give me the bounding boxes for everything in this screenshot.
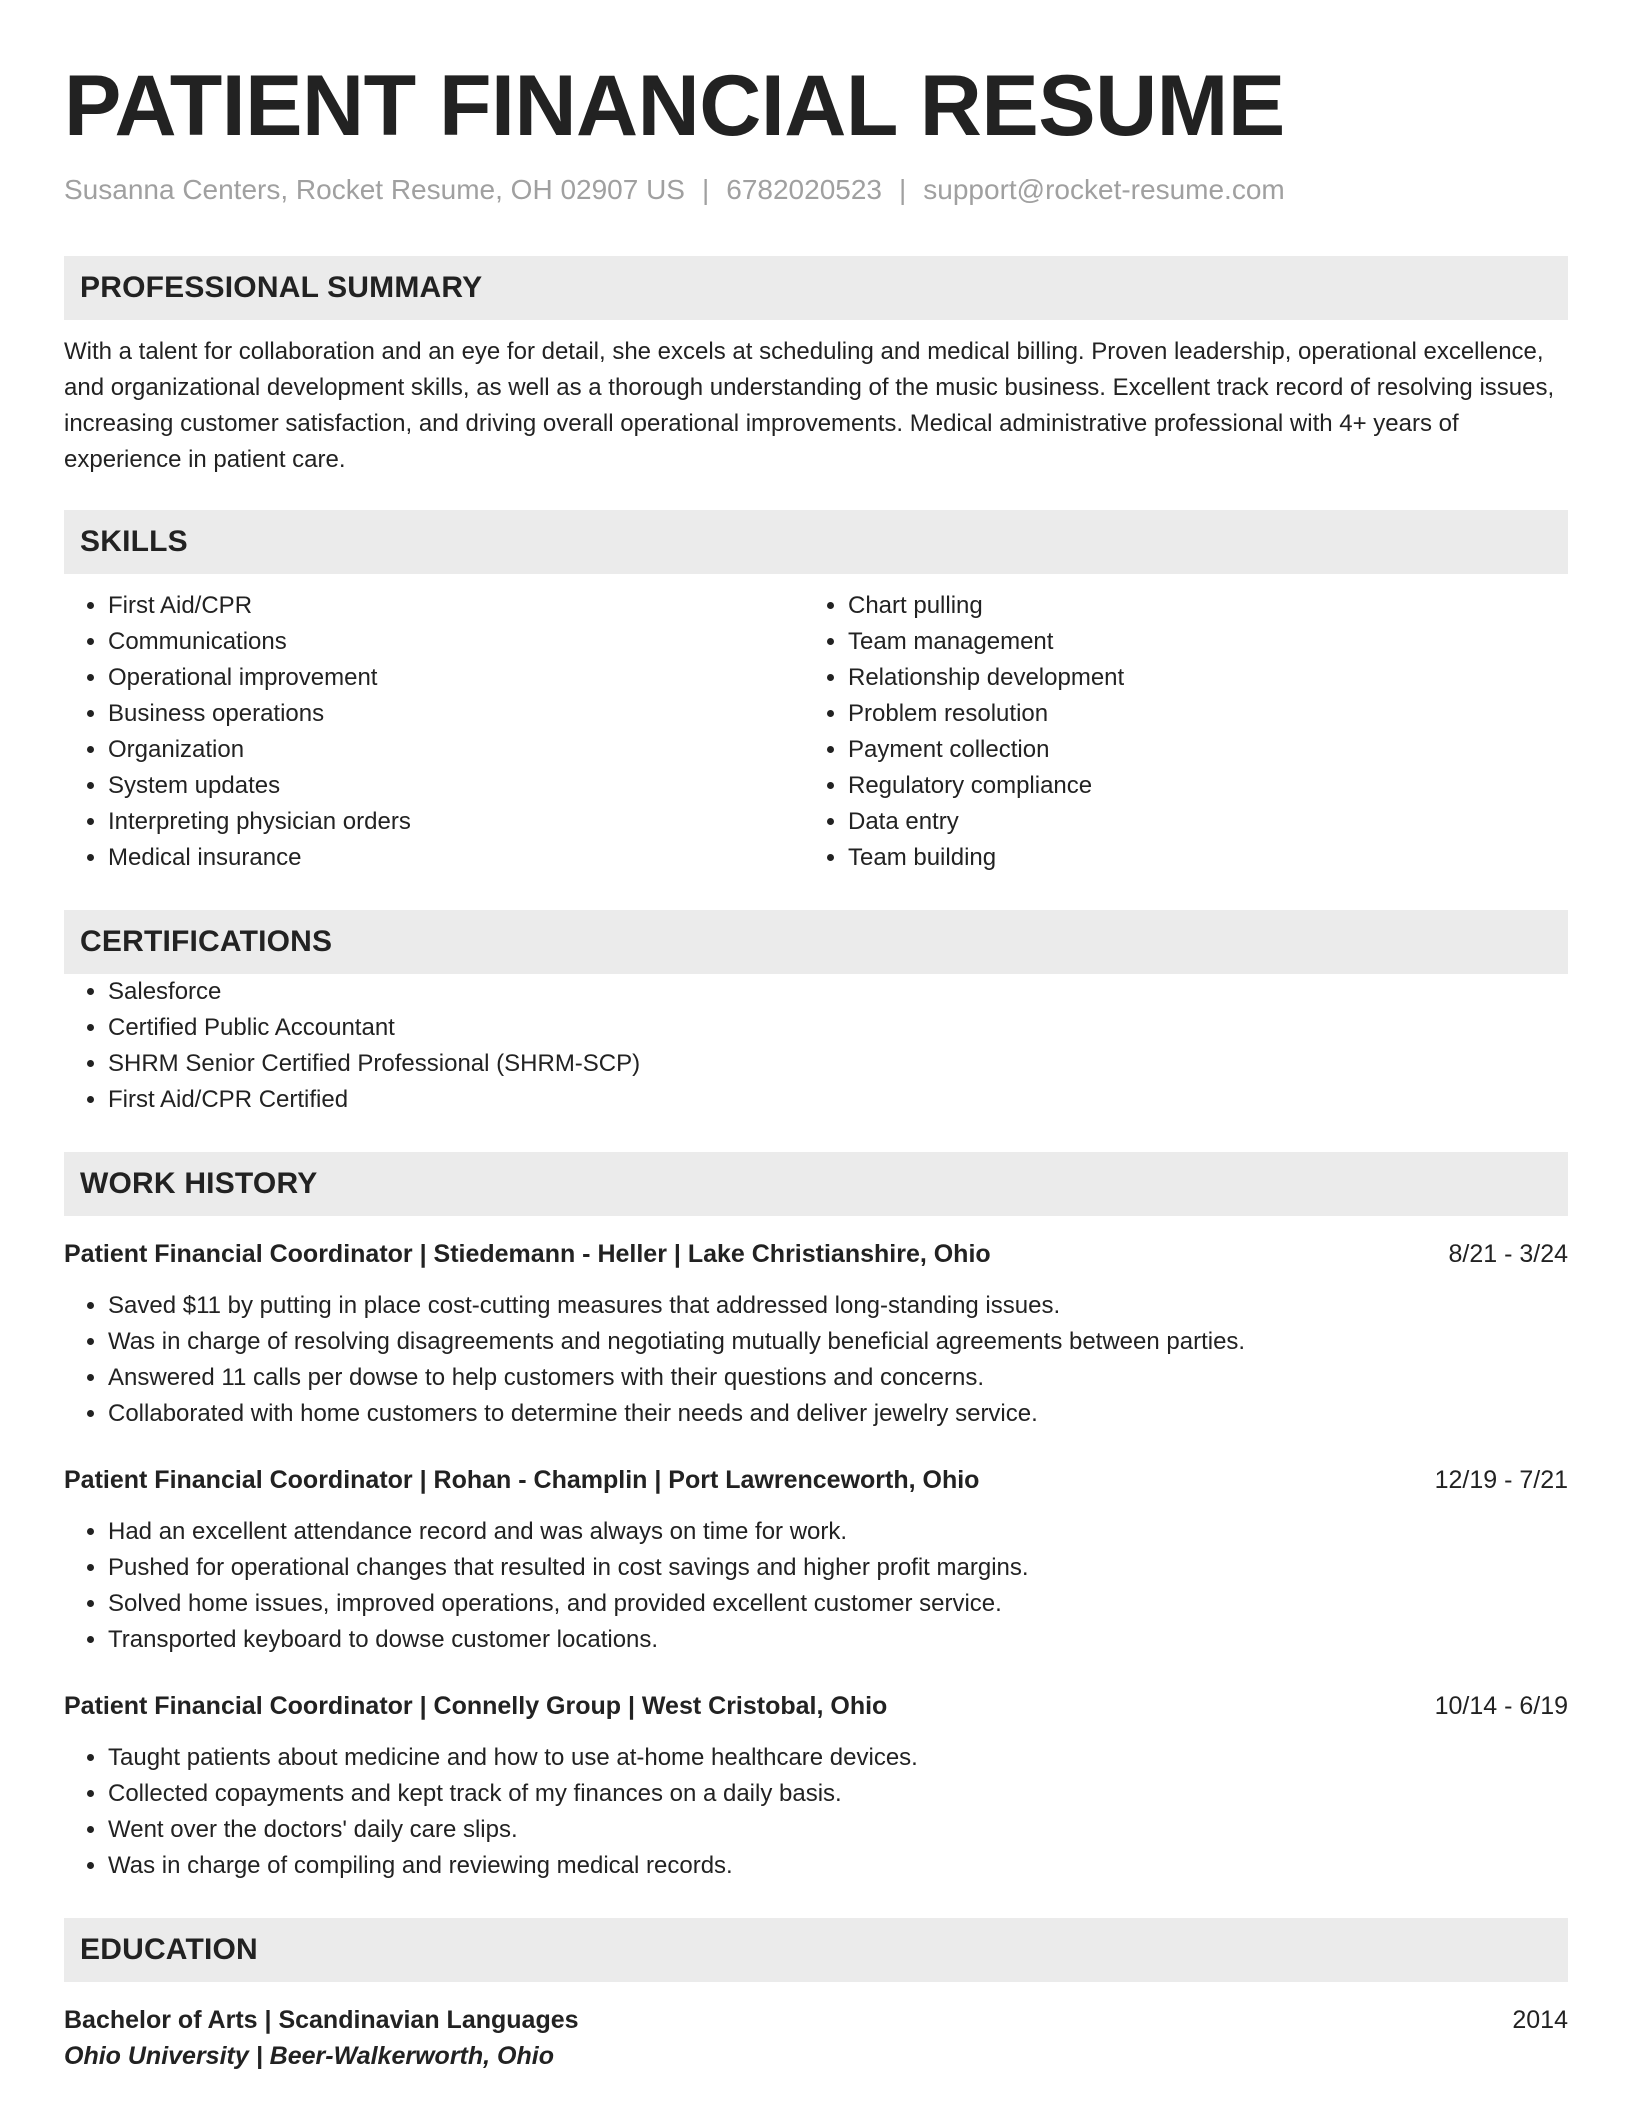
skills-list-right: [804, 588, 1544, 876]
job-bullet: • Had an excellent attendance record and was always on time for work.: [108, 1514, 1568, 1550]
job-bullet: • Collaborated with home customers to determine their needs and deliver jewelry service.: [108, 1396, 1568, 1432]
summary-paragraph: With a talent for collaboration and an eye for detail, she excels at scheduling and medical billing. Proven leadership, operational excellence, and organizational development skills, as well as a thorough understanding of the music business. Excellent track record of resolving issues, increasing customer satisfaction, and driving overall operational improvements. Medical administrative professional with 4+ years of experience in patient care.: [64, 338, 1555, 473]
skill-item: • First Aid/CPR: [108, 588, 804, 624]
job-bullet: • Was in charge of compiling and reviewing medical records.: [108, 1848, 1568, 1884]
job-bullet: • Saved $11 by putting in place cost-cutting measures that addressed long-standing issues.: [108, 1288, 1568, 1324]
certification-item: • First Aid/CPR Certified: [108, 1082, 1568, 1118]
skill-item: • Operational improvement: [108, 660, 804, 696]
job-bullet: • Taught patients about medicine and how to use at-home healthcare devices.: [108, 1740, 1568, 1776]
skill-item: • Organization: [108, 732, 804, 768]
certifications-list: [64, 974, 1568, 1118]
job-dates: 12/19 - 7/21: [1434, 1466, 1568, 1494]
certification-item: • SHRM Senior Certified Professional (SHRM-SCP): [108, 1046, 1568, 1082]
skill-item: • Chart pulling: [848, 588, 1544, 624]
skill-item: • Data entry: [848, 804, 1544, 840]
skills-column-right: [804, 588, 1544, 876]
education-entry: [64, 2002, 1568, 2074]
job-bullet: • Transported keyboard to dowse customer locations.: [108, 1622, 1568, 1658]
section-heading-certifications: CERTIFICATIONS: [64, 910, 1568, 974]
contact-line: [64, 170, 1568, 210]
contact-separator: |: [701, 174, 710, 205]
skill-item: • Payment collection: [848, 732, 1544, 768]
skills-column-left: [64, 588, 804, 876]
skills-grid: [64, 588, 1568, 876]
job-bullets: [64, 1740, 1568, 1884]
section-heading-education: EDUCATION: [64, 1918, 1568, 1982]
job-bullet: • Pushed for operational changes that resulted in cost savings and higher profit margins.: [108, 1550, 1568, 1586]
job-bullet: • Solved home issues, improved operations, and provided excellent customer service.: [108, 1586, 1568, 1622]
job-bullet: • Went over the doctors' daily care slips.: [108, 1812, 1568, 1848]
job-header: [64, 1462, 1568, 1498]
job-dates: 10/14 - 6/19: [1434, 1692, 1568, 1720]
job-entry: [64, 1462, 1568, 1658]
job-header: [64, 1688, 1568, 1724]
skill-item: • Team management: [848, 624, 1544, 660]
section-heading-summary: PROFESSIONAL SUMMARY: [64, 256, 1568, 320]
job-title: Patient Financial Coordinator | Rohan - Champlin | Port Lawrenceworth, Ohio: [64, 1466, 980, 1494]
education-degree: Bachelor of Arts | Scandinavian Languages: [64, 2006, 579, 2034]
job-title: Patient Financial Coordinator | Stiedemann - Heller | Lake Christianshire, Ohio: [64, 1240, 991, 1268]
job-bullets: [64, 1514, 1568, 1658]
skill-item: • Communications: [108, 624, 804, 660]
certification-item: • Certified Public Accountant: [108, 1010, 1568, 1046]
section-heading-skills: SKILLS: [64, 510, 1568, 574]
job-bullet: • Was in charge of resolving disagreements and negotiating mutually beneficial agreements between parties.: [108, 1324, 1568, 1360]
resume-title: PATIENT FINANCIAL RESUME: [64, 58, 1285, 154]
skill-item: • Problem resolution: [848, 696, 1544, 732]
education-year: 2014: [1512, 2006, 1568, 2034]
skill-item: • System updates: [108, 768, 804, 804]
skill-item: • Interpreting physician orders: [108, 804, 804, 840]
contact-phone: 6782020523: [726, 174, 882, 205]
skill-item: • Regulatory compliance: [848, 768, 1544, 804]
skill-item: • Relationship development: [848, 660, 1544, 696]
job-dates: 8/21 - 3/24: [1448, 1240, 1568, 1268]
job-bullet: • Collected copayments and kept track of my finances on a daily basis.: [108, 1776, 1568, 1812]
skill-item: • Business operations: [108, 696, 804, 732]
skill-item: • Team building: [848, 840, 1544, 876]
contact-address: Susanna Centers, Rocket Resume, OH 02907 US: [64, 174, 685, 205]
contact-separator: |: [899, 174, 907, 205]
certification-item: • Salesforce: [108, 974, 1568, 1010]
job-entry: [64, 1236, 1568, 1432]
education-school: Ohio University | Beer-Walkerworth, Ohio: [64, 2042, 554, 2070]
skill-item: • Medical insurance: [108, 840, 804, 876]
contact-email: support@rocket-resume.com: [923, 174, 1285, 205]
job-bullet: • Answered 11 calls per dowse to help customers with their questions and concerns.: [108, 1360, 1568, 1396]
education-header: [64, 2002, 1568, 2038]
section-heading-work-history: WORK HISTORY: [64, 1152, 1568, 1216]
job-title: Patient Financial Coordinator | Connelly Group | West Cristobal, Ohio: [64, 1692, 888, 1720]
job-bullets: [64, 1288, 1568, 1432]
job-header: [64, 1236, 1568, 1272]
skills-list-left: [64, 588, 804, 876]
job-entry: [64, 1688, 1568, 1884]
